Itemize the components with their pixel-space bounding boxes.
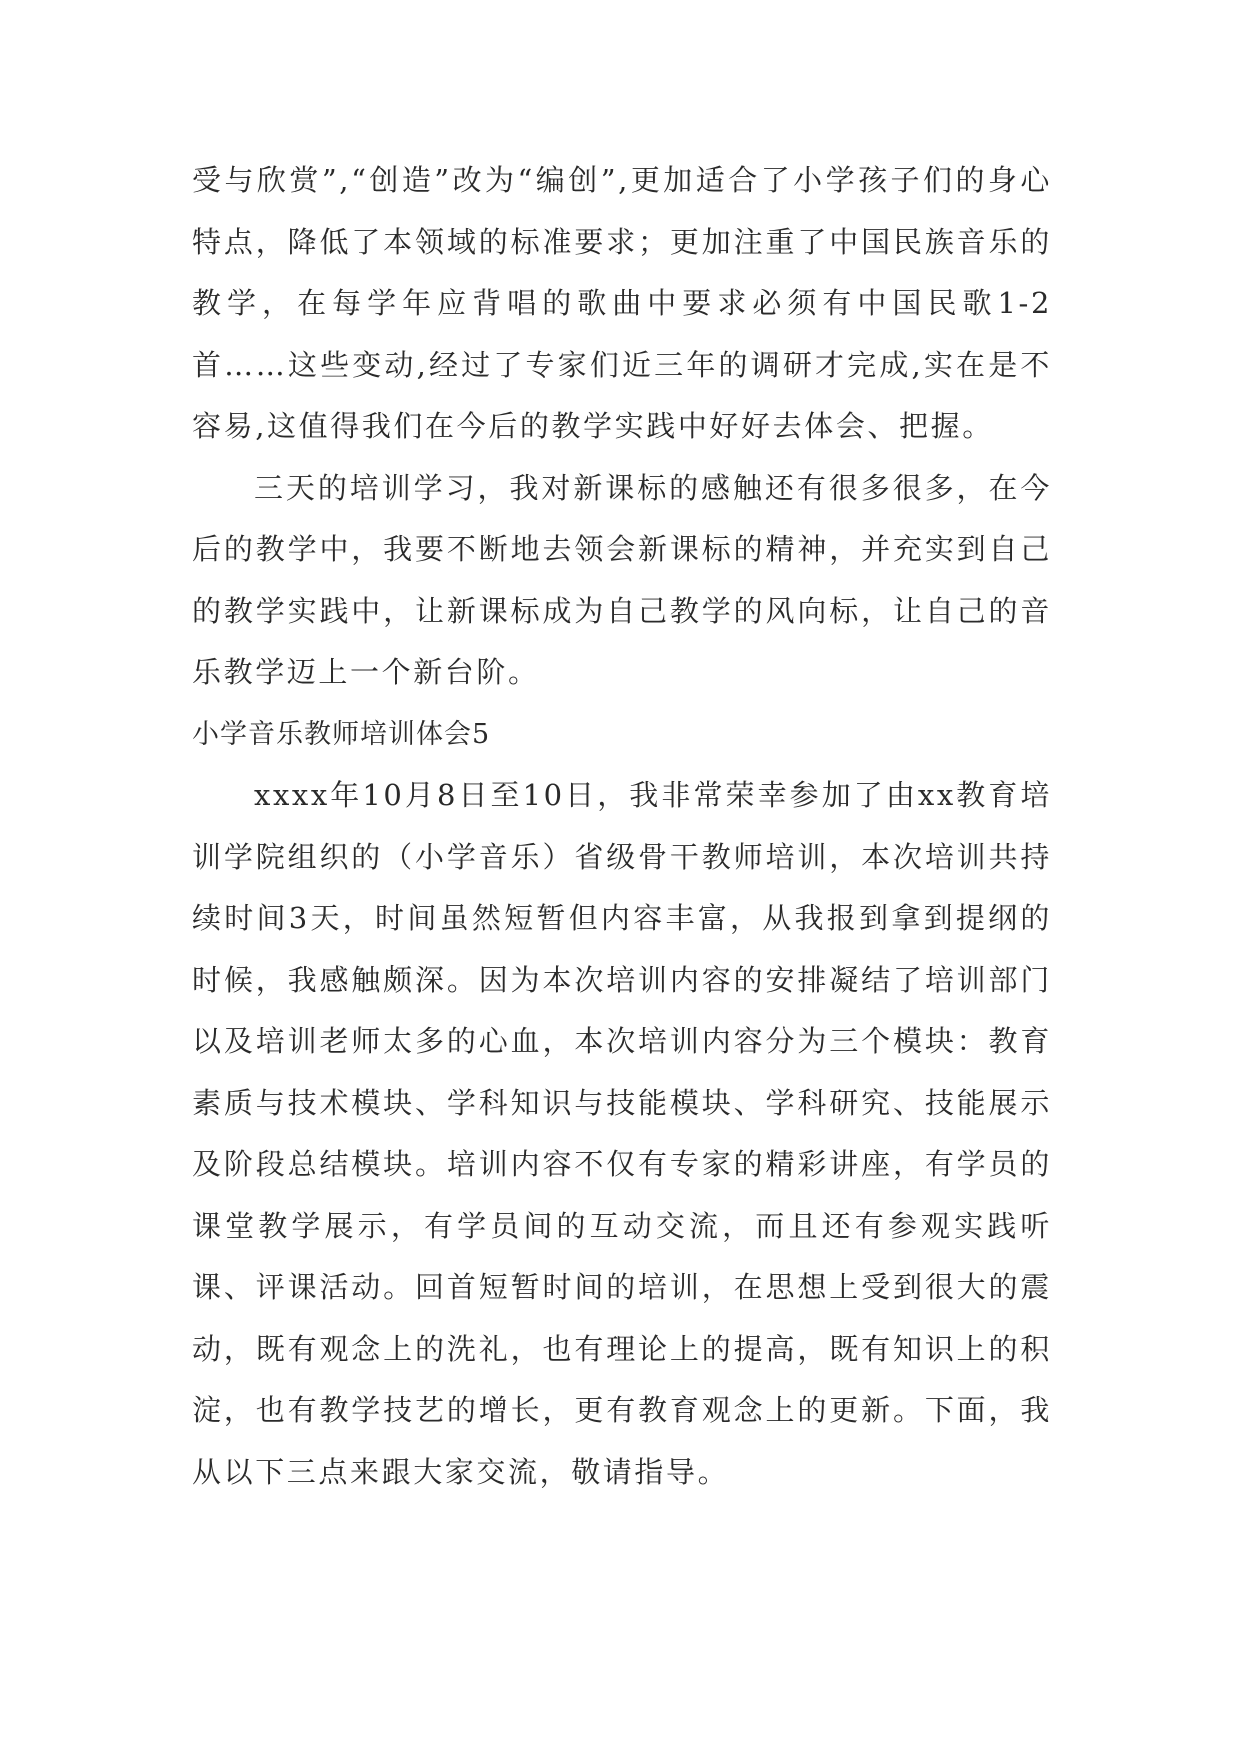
section-heading: 小学音乐教师培训体会5 [192,718,491,750]
document-body [192,150,1052,1503]
paragraph-standards-changes: 受与欣赏”,“创造”改为“编创”,更加适合了小学孩子们的身心特点，降低了本领域的标准要求；更加注重了中国民族音乐的教学，在每学年应背唱的歌曲中要求必须有中国民歌1-2首……这些变动,经过了专家们近三年的调研才完成,实在是不容易,这值得我们在今后的教学实践中好好去体会、把握。 [192,163,1052,443]
paragraph-training-overview: xxxx年10月8日至10日，我非常荣幸参加了由xx教育培训学院组织的（小学音乐）省级骨干教师培训，本次培训共持续时间3天，时间虽然短暂但内容丰富，从我报到拿到提纲的时候，我感触颇深。因为本次培训内容的安排凝结了培训部门以及培训老师太多的心血，本次培训内容分为三个模块：教育素质与技术模块、学科知识与技能模块、学科研究、技能展示及阶段总结模块。培训内容不仅有专家的精彩讲座，有学员的课堂教学展示，有学员间的互动交流，而且还有参观实践听课、评课活动。回首短暂时间的培训，在思想上受到很大的震动，既有观念上的洗礼，也有理论上的提高，既有知识上的积淀，也有教学技艺的增长，更有教育观念上的更新。下面，我从以下三点来跟大家交流，敬请指导。 [192,778,1052,1489]
paragraph-training-reflection: 三天的培训学习，我对新课标的感触还有很多很多，在今后的教学中，我要不断地去领会新课标的精神，并充实到自己的教学实践中，让新课标成为自己教学的风向标，让自己的音乐教学迈上一个新台阶。 [192,470,1052,689]
